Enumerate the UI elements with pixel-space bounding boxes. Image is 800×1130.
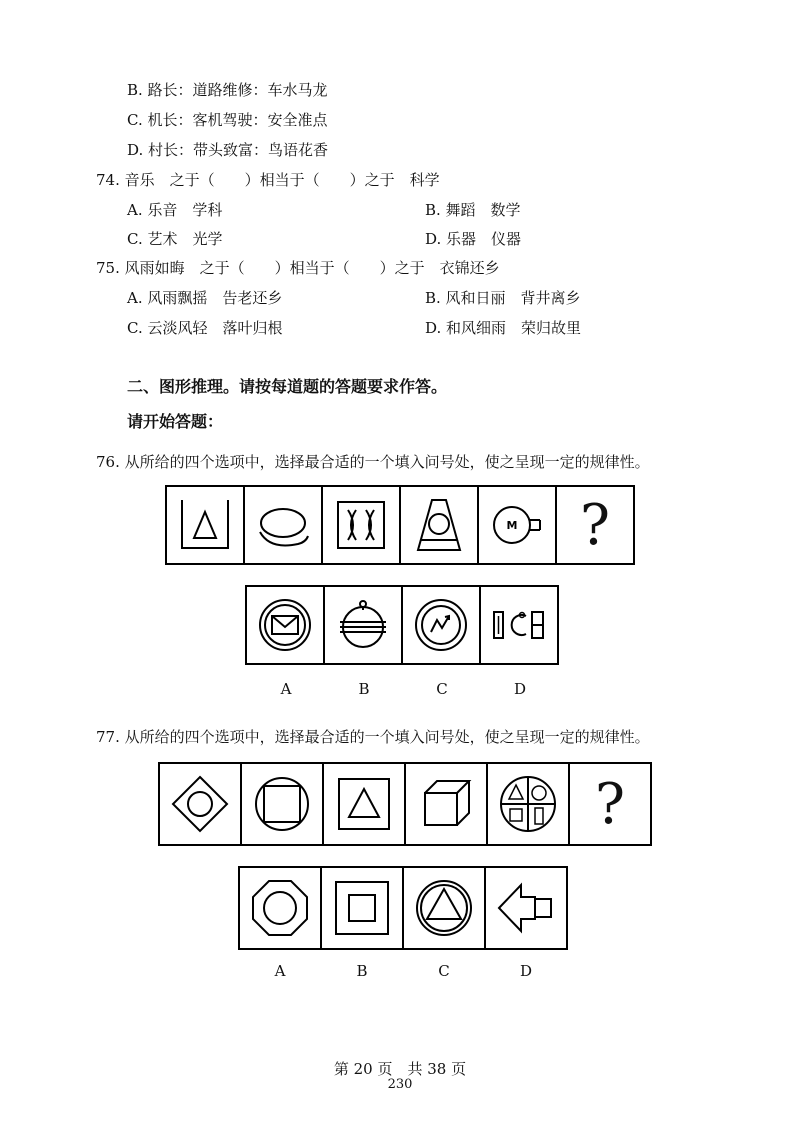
q74-option-a: A. 乐音 学科 bbox=[127, 201, 223, 219]
q76-option-c-figure[interactable] bbox=[401, 585, 481, 665]
q77-stem: 77. 从所给的四个选项中，选择最合适的一个填入问号处，使之呈现一定的规律性。 bbox=[96, 728, 650, 746]
trapezoid-circle-icon bbox=[406, 492, 472, 558]
octagon-circle-icon bbox=[247, 875, 313, 941]
q74-option-b: B. 舞蹈 数学 bbox=[425, 201, 521, 219]
circle-envelope-icon bbox=[252, 592, 318, 658]
q76-options-row bbox=[245, 585, 559, 665]
q73-option-c: C. 机长：客机驾驶：安全准点 bbox=[127, 111, 328, 129]
q77-label-d: D bbox=[519, 962, 533, 980]
q77-label-c: C bbox=[438, 962, 450, 980]
q77-option-c-figure[interactable] bbox=[402, 866, 486, 950]
q75-option-c: C. 云淡风轻 落叶归根 bbox=[127, 319, 283, 337]
q76-sequence-row bbox=[165, 485, 635, 565]
q76-figure-4 bbox=[399, 485, 479, 565]
spiral-ellipse-icon bbox=[250, 492, 316, 558]
q77-options-row bbox=[238, 866, 568, 950]
q77-figure-3 bbox=[322, 762, 406, 846]
q77-label-a: A bbox=[274, 962, 286, 980]
q73-option-b: B. 路长：道路维修：车水马龙 bbox=[127, 81, 328, 99]
q76-label-c: C bbox=[436, 680, 448, 698]
q76-figure-2 bbox=[243, 485, 323, 565]
circle-lines-icon bbox=[330, 592, 396, 658]
page-indicator: 第 20 页 共 38 页 bbox=[333, 1060, 467, 1078]
q77-option-b-figure[interactable] bbox=[320, 866, 404, 950]
circle-triangle-icon bbox=[411, 875, 477, 941]
q76-figure-5 bbox=[477, 485, 557, 565]
circle-lightning-icon bbox=[408, 592, 474, 658]
q77-question-mark-cell bbox=[568, 762, 652, 846]
q77-figure-4 bbox=[404, 762, 488, 846]
q77-label-b: B bbox=[356, 962, 368, 980]
q75-option-b: B. 风和日丽 背井离乡 bbox=[425, 289, 581, 307]
question-mark: ? bbox=[594, 771, 626, 837]
q74-option-d: D. 乐器 仪器 bbox=[425, 230, 522, 248]
q75-option-d: D. 和风细雨 荣归故里 bbox=[425, 319, 582, 337]
q76-option-d-figure[interactable] bbox=[479, 585, 559, 665]
q75-stem: 75. 风雨如晦 之于（ ）相当于（ ）之于 衣锦还乡 bbox=[96, 259, 500, 277]
q76-stem: 76. 从所给的四个选项中，选择最合适的一个填入问号处，使之呈现一定的规律性。 bbox=[96, 453, 650, 471]
square-triangle-icon bbox=[331, 771, 397, 837]
q77-sequence-row bbox=[158, 762, 652, 846]
q76-label-d: D bbox=[513, 680, 527, 698]
q74-stem: 74. 音乐 之于（ ）相当于（ ）之于 科学 bbox=[96, 171, 440, 189]
bars-ring-icon bbox=[486, 592, 552, 658]
divided-circle-shapes-icon bbox=[495, 771, 561, 837]
cube-icon bbox=[413, 771, 479, 837]
q75-option-a: A. 风雨飘摇 告老还乡 bbox=[127, 289, 283, 307]
q77-option-d-figure[interactable] bbox=[484, 866, 568, 950]
q77-figure-5 bbox=[486, 762, 570, 846]
square-with-arcs-icon bbox=[328, 492, 394, 558]
nested-squares-icon bbox=[329, 875, 395, 941]
section-start: 请开始答题： bbox=[127, 412, 224, 431]
q77-figure-1 bbox=[158, 762, 242, 846]
q76-figure-1 bbox=[165, 485, 245, 565]
q73-option-d: D. 村长：带头致富：鸟语花香 bbox=[127, 141, 329, 159]
q74-option-c: C. 艺术 光学 bbox=[127, 230, 223, 248]
q77-option-a-figure[interactable] bbox=[238, 866, 322, 950]
q76-option-b-figure[interactable] bbox=[323, 585, 403, 665]
q76-option-a-figure[interactable] bbox=[245, 585, 325, 665]
diamond-circle-icon bbox=[167, 771, 233, 837]
arrow-square-icon bbox=[493, 875, 559, 941]
motor-circle-icon bbox=[484, 492, 550, 558]
motor-letter: M bbox=[506, 519, 518, 532]
q76-figure-3 bbox=[321, 485, 401, 565]
q76-label-b: B bbox=[358, 680, 370, 698]
q77-figure-2 bbox=[240, 762, 324, 846]
q76-question-mark-cell bbox=[555, 485, 635, 565]
page-number: 230 bbox=[387, 1077, 413, 1092]
question-mark: ? bbox=[579, 492, 611, 558]
circle-square-icon bbox=[249, 771, 315, 837]
open-box-triangle-icon bbox=[172, 492, 238, 558]
section-title: 二、图形推理。请按每道题的答题要求作答。 bbox=[127, 377, 448, 396]
q76-label-a: A bbox=[280, 680, 292, 698]
